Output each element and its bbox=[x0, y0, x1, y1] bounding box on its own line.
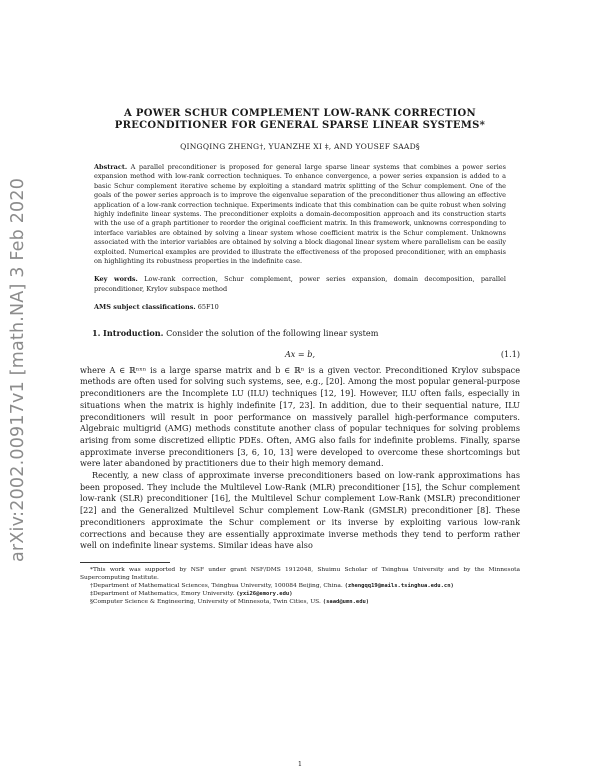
section-lead-text: Consider the solution of the following linear system bbox=[166, 327, 379, 338]
section-introduction bbox=[80, 327, 520, 339]
footnote-affiliation-3 bbox=[80, 598, 520, 606]
equation-body: Ax = b, bbox=[284, 348, 316, 359]
title-line-2: PRECONDITIONER FOR GENERAL SPARSE LINEAR SYSTEMS* bbox=[114, 120, 486, 131]
footnote-rule bbox=[80, 562, 170, 563]
footnote-affiliation-1-text: †Department of Mathematical Sciences, Tsinghua University, 100084 Beijing, China. bbox=[90, 582, 343, 589]
footnote-affiliation-2 bbox=[80, 590, 520, 598]
footnote-affiliation-1 bbox=[80, 582, 520, 590]
footnote-funding: *This work was supported by NSF under grant NSF/DMS 1912048, Shuimu Scholar of Tsinghua University and by the Minnesota Supercomputing Institute. bbox=[80, 566, 520, 581]
paper-page bbox=[80, 108, 520, 606]
footnote-affiliation-3-text: §Computer Science & Engineering, University of Minnesota, Twin Cities, US. bbox=[90, 598, 321, 605]
keywords-text: Low-rank correction, Schur complement, power series expansion, domain decomposition, parallel preconditioner, Krylov subspace method bbox=[94, 275, 506, 293]
arxiv-identifier-stamp: arXiv:2002.00917v1 [math.NA] 3 Feb 2020 bbox=[8, 177, 28, 562]
footnote-affiliation-2-text: ‡Department of Mathematics, Emory University. bbox=[90, 590, 235, 597]
abstract-text: A parallel preconditioner is proposed for general large sparse linear systems that combines a power series expansion method with low-rank correction techniques. To enhance convergence, a power series expansion is added to a basic Schur complement iterative scheme by exploiting a standard matrix splitting of the Schur complement. One of the goals of the power series approach is to improve the eigenvalue separation of the preconditioner thus allowing an effective application of a low-rank correction technique. Experiments indicate that this combination can be quite robust when solving highly indefinite linear systems. The preconditioner exploits a domain-decomposition approach and its construction starts with the use of a graph partitioner to reorder the original coefficient matrix. In this framework, unknowns corresponding to interface variables are obtained by solving a linear system whose coefficient matrix is the Schur complement. Unknowns associated with the interior variables are obtained by solving a block diagonal linear system where parallelism can be easily exploited. Numerical examples are provided to illustrate the effectiveness of the proposed preconditioner, with an emphasis on highlighting its robustness properties in the indefinite case. bbox=[94, 163, 506, 266]
footnote-email-1[interactable]: (zhengqq19@mails.tsinghua.edu.cn) bbox=[344, 582, 454, 589]
paper-title bbox=[80, 108, 520, 132]
section-number: 1. bbox=[92, 327, 101, 338]
ams-text: 65F10 bbox=[197, 303, 219, 312]
footnote-email-3[interactable]: (saad@umn.edu) bbox=[322, 598, 370, 605]
equation-1-1 bbox=[80, 349, 520, 365]
paragraph-1: where A ∈ ℝⁿˣⁿ is a large sparse matrix and b ∈ ℝⁿ is a given vector. Preconditioned Krylov subspace methods are often used for solving such systems, see, e.g., [20]. Among the most popular general-purpose preconditioners are the Incomplete LU (ILU) techniques [12, 19]. However, ILU often fails, especially in situations when the matrix is highly indefinite [17, 23]. In addition, due to their sequential nature, ILU preconditioners will result in poor performance on massively parallel high-performance computers. Algebraic multigrid (AMG) methods constitute another class of popular techniques for solving problems arising from some discretized elliptic PDEs. Often, AMG also fails for indefinite problems. Finally, sparse approximate inverse preconditioners [3, 6, 10, 13] were developed to overcome these shortcomings but were later abandoned by practitioners due to their high memory demand. bbox=[80, 364, 520, 469]
author-list: QINGQING ZHENG†, YUANZHE XI ‡, AND YOUSEF SAAD§ bbox=[180, 142, 420, 151]
ams-classifications bbox=[94, 303, 506, 312]
footnotes bbox=[80, 566, 520, 606]
title-line-1: A POWER SCHUR COMPLEMENT LOW-RANK CORRECTION bbox=[124, 108, 476, 119]
equation-number: (1.1) bbox=[500, 348, 520, 359]
section-title: Introduction. bbox=[103, 327, 164, 338]
paragraph-2: Recently, a new class of approximate inverse preconditioners based on low-rank approximations has been proposed. They include the Multilevel Low-Rank (MLR) preconditioner [15], the Schur complement low-rank (SLR) preconditioner [16], the Multilevel Schur complement Low-Rank (MSLR) preconditioner [22] and the Generalized Multilevel Schur complement Low-Rank (GMSLR) preconditioner [8]. These preconditioners approximate the Schur complement or its inverse by exploiting various low-rank corrections and because they are essentially approximate inverse methods they tend to perform rather well on indefinite linear systems. Similar ideas have also bbox=[80, 470, 520, 551]
abstract bbox=[94, 163, 506, 266]
keywords-label: Key words. bbox=[94, 275, 138, 284]
keywords bbox=[94, 275, 506, 294]
footnote-email-2[interactable]: (yxi26@emory.edu) bbox=[236, 590, 293, 597]
page-number: 1 bbox=[297, 760, 303, 768]
abstract-label: Abstract. bbox=[94, 163, 128, 171]
ams-label: AMS subject classifications. bbox=[94, 303, 196, 312]
